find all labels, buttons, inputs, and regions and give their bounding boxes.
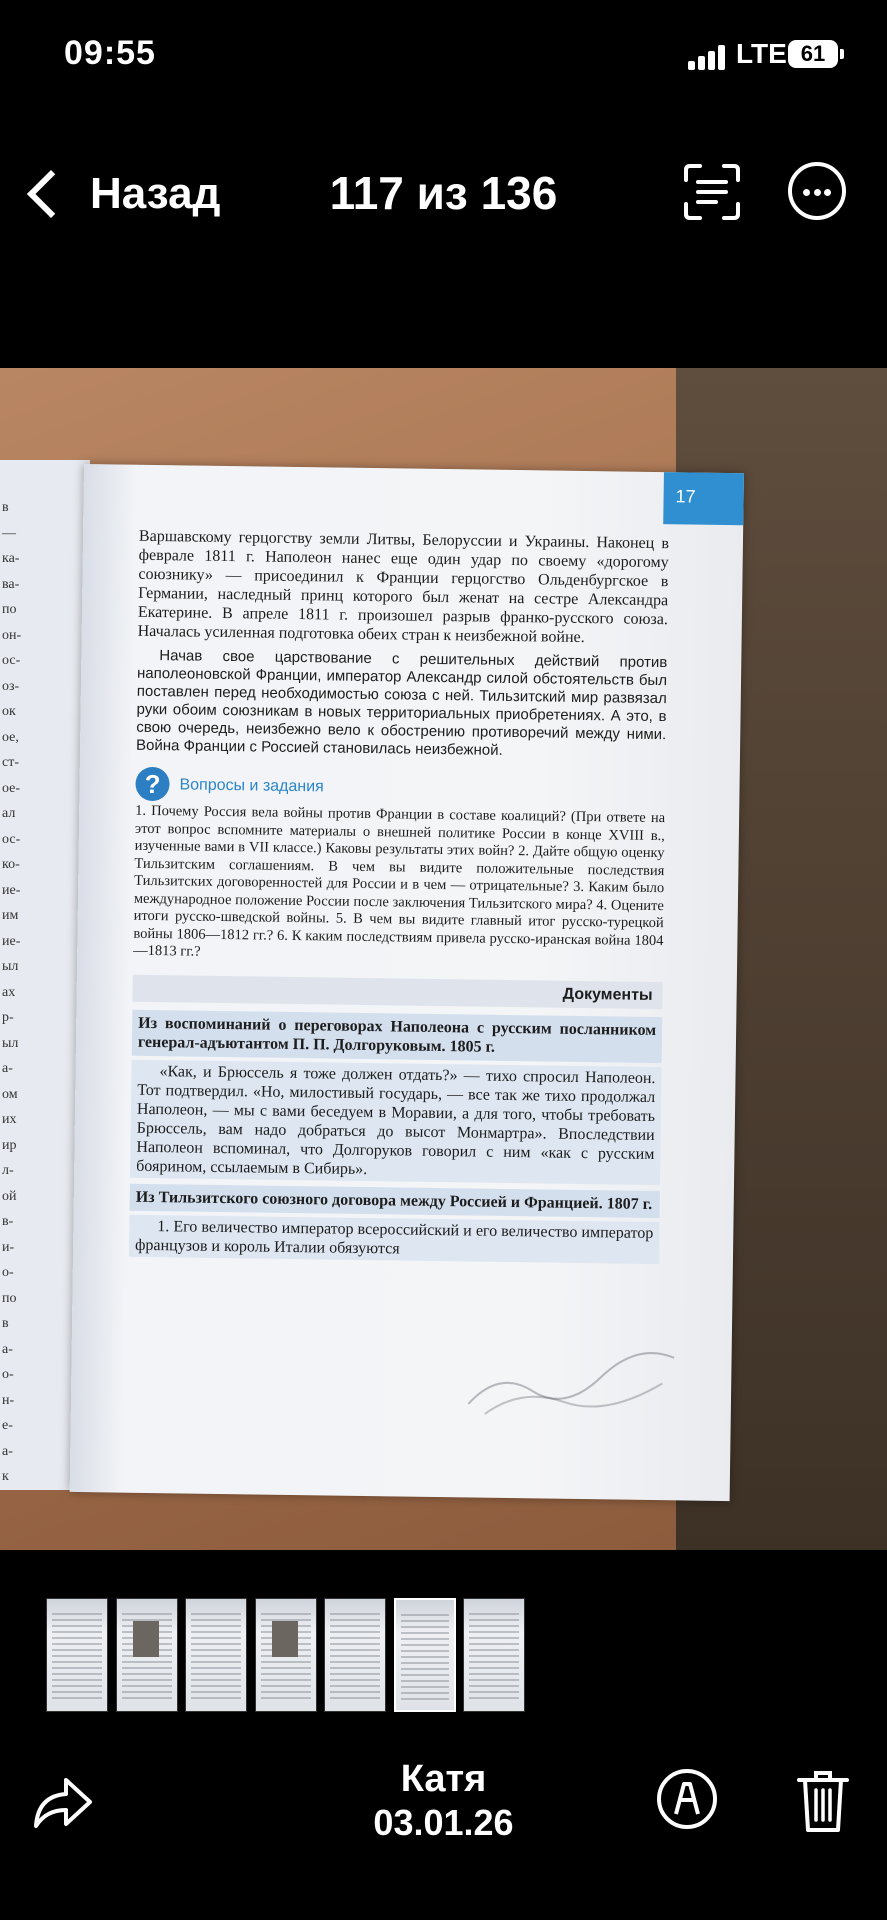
live-text-icon[interactable] [682, 162, 742, 222]
left-page-fragment: ое- [2, 780, 21, 796]
left-page-fragment: ой [2, 1188, 17, 1204]
left-page-fragment: ос- [2, 831, 21, 847]
left-page-fragment: — [2, 525, 16, 541]
questions-heading [135, 767, 665, 808]
left-page-fragment: о- [2, 1367, 14, 1382]
left-page-fragment: в [2, 1316, 9, 1331]
left-page-fragment: ок [2, 704, 16, 719]
left-page-fragment: л- [2, 1163, 14, 1178]
paragraph-2: Начав свое царствование с решительных действий против наполеоновской Франции, император Александр силой обстоятельств был поставлен перед необходимостью союза с ней. Тильзитский мир развязал руки обоим союзникам в новых территориальных приобретениях. А это, в свою очередь, неизбежно вело к обострению противоречий между ними. Война Франции с Россией становилась неизбежной. [135, 647, 668, 759]
thumb-1[interactable] [46, 1598, 108, 1712]
left-page-fragment: а- [2, 1341, 13, 1357]
left-page-fragment: в- [2, 1214, 14, 1229]
left-page-fragment: о- [2, 1265, 14, 1280]
ellipsis-circle-icon[interactable] [788, 162, 846, 220]
left-page-fragment: их [2, 1112, 17, 1127]
battery-level: 61 [800, 41, 826, 66]
document-2-text: 1. Его величество император всероссийский и его величество император французов и король Италии обязуются [129, 1214, 660, 1263]
page-number-badge: 17 [663, 472, 744, 525]
left-page-fragment: ст- [2, 755, 19, 770]
thumb-6[interactable] [394, 1598, 456, 1712]
left-page-fragment: ир [2, 1137, 17, 1153]
left-page-fragment: к [2, 1469, 9, 1484]
thumbnail-strip[interactable] [46, 1598, 846, 1713]
photo-counter: 117 из 136 [329, 167, 558, 219]
thumb-7[interactable] [463, 1598, 525, 1712]
back-label: Назад [90, 169, 221, 218]
right-book-page [70, 464, 744, 1501]
document-2-title: Из Тильзитского союзного договора между Россией и Францией. 1807 г. [130, 1183, 660, 1217]
bottom-toolbar [0, 1740, 887, 1920]
left-page-fragment: по [2, 602, 17, 617]
trash-icon[interactable] [796, 1768, 850, 1834]
left-page-fragment: ие- [2, 933, 21, 949]
thumbnail-text-lines [469, 1613, 519, 1701]
left-page-fragment: ка- [2, 551, 20, 566]
question-mark-icon: ? [135, 767, 169, 801]
left-page-fragment: им [2, 908, 19, 923]
left-page-fragment: ыл [2, 1035, 19, 1051]
questions-title: Вопросы и задания [179, 775, 324, 795]
photo-viewer[interactable] [0, 368, 887, 1550]
thumb-5[interactable] [324, 1598, 386, 1712]
left-page-fragment: ва- [2, 576, 20, 592]
left-page-fragment: по [2, 1290, 17, 1306]
left-page-fragment: оз- [2, 678, 20, 694]
left-page-fragment: и- [2, 1239, 15, 1255]
left-page-fragment: н- [2, 1392, 15, 1408]
thumb-2[interactable] [116, 1598, 178, 1712]
left-page-fragment: а- [2, 1443, 13, 1459]
left-page-fragment: ое, [2, 729, 19, 745]
left-page-fragment: е- [2, 1418, 13, 1433]
paragraph-1: Варшавскому герцогству земли Литвы, Белоруссии и Украины. Наконец в феврале 1811 г. Наполеон нанес еще один удар по своему «дорогому союзнику» — присоединил к Франции герцогство Ольденбургское в Германии, наследный принц которого был женат на сестре Александра Екатерине. В апреле 1811 г. произошел разрыв франко-русского союза. Началась усиленная подготовка обеих стран к неизбежной войне. [137, 527, 670, 647]
battery-icon [788, 40, 838, 68]
left-page-fragment: р- [2, 1010, 14, 1025]
nav-bar [0, 140, 887, 250]
page-text [129, 527, 669, 1270]
left-page-fragment: он- [2, 627, 22, 643]
thumbnail-illustration [272, 1621, 298, 1657]
markup-pen-icon[interactable] [656, 1768, 718, 1830]
left-page-fragment: ыл [2, 959, 19, 974]
network-type: LTE [736, 38, 787, 69]
questions-text: 1. Почему Россия вела войны против Франции в составе коалиций? (При ответе на этот вопрос вспомните материалы о внешней политике России в конце XVIII в., изученные вами в VII классе.) Каковы результаты этих войн? 2. Дайте общую оценку Тильзитским соглашениям. В чем вы видите положительные последствия Тильзитских договоренностей для России и в чем — отрицательные? 3. Каким было международное положение России после заключения Тильзитского мира? 4. Оцените итоги русско-шведской войны. 5. В чем вы видите главный итог русско-турецкой войны 1806—1812 гг.? 6. К каким последствиям привела русско-иранская война 1804—1813 гг.? [133, 802, 666, 960]
pencil-scribble [458, 1337, 684, 1424]
thumbnail-text-lines [401, 1614, 449, 1700]
thumbnail-text-lines [330, 1613, 380, 1701]
photo-date: 03.01.26 [373, 1802, 514, 1843]
left-page-fragment: ие- [2, 882, 21, 898]
documents-header: Документы [133, 974, 663, 1008]
document-1-title: Из воспоминаний о переговорах Наполеона с русским посланником генерал-адъютантом П. П. Долгоруковым. 1805 г. [132, 1009, 663, 1062]
document-1-text: «Как, и Брюссель я тоже должен отдать?» — тихо спросил Наполеон. Тот подтвердил. «Но, милостивый государь, — все так же тихо продолжал Наполеон, — мы с вами беседуем в Моравии, а для того, чтобы требовать Брюссель, вам надо добраться до высот Монмартра». Впоследствии Наполеон вспоминал, что Долгоруков говорил с ним «как с русским боярином, ссылаемым в Сибирь». [130, 1059, 662, 1184]
album-name: Катя [400, 1758, 487, 1800]
left-page-fragment: ал [2, 806, 16, 821]
left-page-fragment: а- [2, 1061, 13, 1076]
signal-bars-icon [688, 44, 728, 70]
status-bar [0, 0, 887, 110]
left-page-fragment: ом [2, 1086, 18, 1102]
left-page-fragment: в [2, 500, 9, 515]
left-page-fragment: ко- [2, 857, 20, 872]
status-time: 09:55 [64, 34, 156, 72]
thumb-3[interactable] [185, 1598, 247, 1712]
left-page-fragment: ах [2, 984, 16, 1000]
left-page-fragment: ос- [2, 653, 21, 668]
thumb-4[interactable] [255, 1598, 317, 1712]
thumbnail-text-lines [191, 1613, 241, 1701]
thumbnail-illustration [133, 1621, 159, 1657]
thumbnail-text-lines [52, 1613, 102, 1701]
